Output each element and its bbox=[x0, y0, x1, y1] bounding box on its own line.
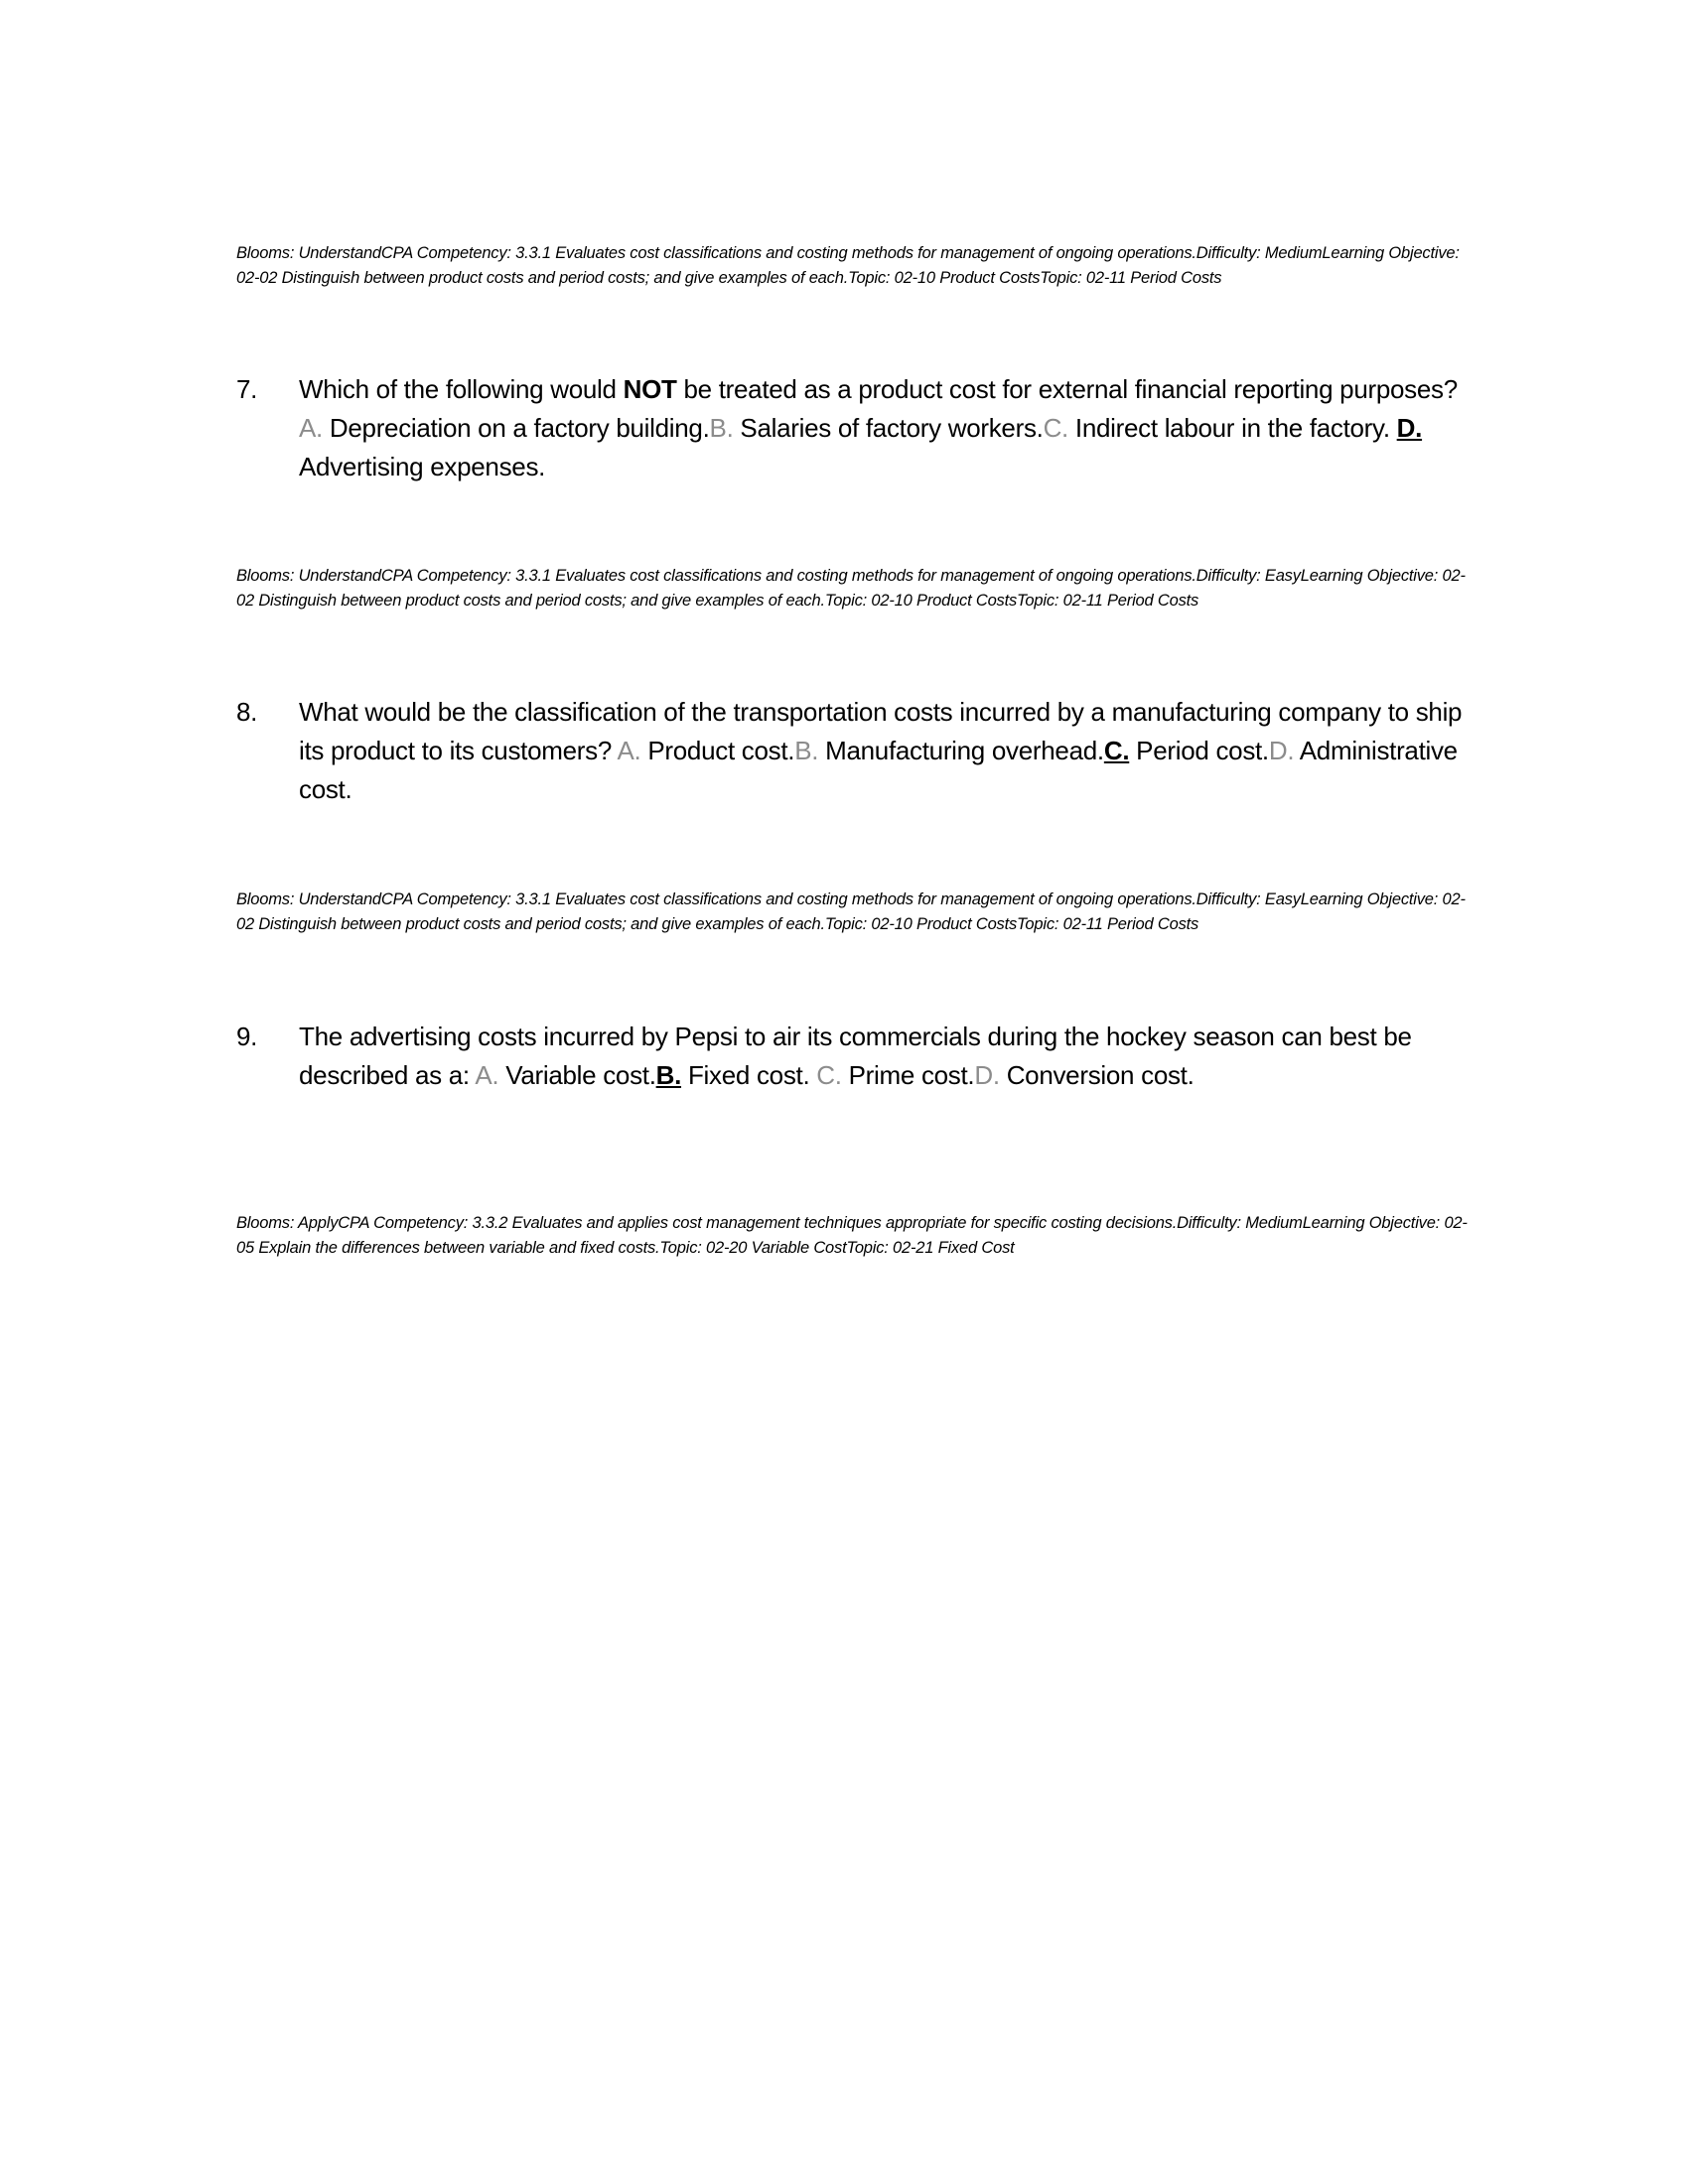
question-text bbox=[299, 1018, 1468, 1095]
stem: be treated as a product cost for external financial reporting purposes? bbox=[676, 374, 1458, 404]
option-label-c-correct: C. bbox=[1103, 736, 1130, 765]
option-text-d: Advertising expenses. bbox=[299, 452, 546, 481]
option-text-a: Depreciation on a factory building. bbox=[322, 413, 710, 443]
question-number: 8. bbox=[236, 697, 258, 727]
option-text-a: Product cost. bbox=[640, 736, 795, 765]
question-text bbox=[299, 693, 1468, 809]
option-label-b: B. bbox=[794, 736, 819, 765]
option-label-d: D. bbox=[974, 1060, 1000, 1090]
question-7 bbox=[236, 370, 1468, 486]
question-metadata-6: Blooms: UnderstandCPA Competency: 3.3.1 Evaluates cost classifications and costing methods for management of ongoing operations.Difficulty: MediumLearning Objective: 02-02 Distinguish between product costs and period costs; and give examples of each.Topic: 02-10 Product CostsTopic: 02-11 Period Costs bbox=[236, 244, 1460, 287]
option-label-d-correct: D. bbox=[1396, 413, 1423, 443]
option-text-d: Conversion cost. bbox=[999, 1060, 1195, 1090]
stem: The advertising costs incurred by Pepsi to air its commercials during the hockey season can best be described as a: bbox=[299, 1022, 1412, 1090]
question-number: 7. bbox=[236, 374, 258, 404]
stem: Which of the following would bbox=[299, 374, 624, 404]
option-label-a: A. bbox=[299, 413, 323, 443]
option-text-b: Salaries of factory workers. bbox=[733, 413, 1044, 443]
option-text-d: Administrative cost. bbox=[299, 736, 1458, 804]
option-text-c: Prime cost. bbox=[841, 1060, 975, 1090]
option-label-d: D. bbox=[1268, 736, 1295, 765]
question-metadata-7: Blooms: UnderstandCPA Competency: 3.3.1 Evaluates cost classifications and costing methods for management of ongoing operations.Difficulty: EasyLearning Objective: 02-02 Distinguish between product costs and period costs; and give examples of each.Topic: 02-10 Product CostsTopic: 02-11 Period Costs bbox=[236, 567, 1466, 610]
option-text-c: Period cost. bbox=[1129, 736, 1269, 765]
question-metadata-9: Blooms: ApplyCPA Competency: 3.3.2 Evaluates and applies cost management techniques appropriate for specific costing decisions.Difficulty: MediumLearning Objective: 02-05 Explain the differences between variable and fixed costs.Topic: 02-20 Variable CostTopic: 02-21 Fixed Cost bbox=[236, 1214, 1468, 1257]
option-text-c: Indirect labour in the factory. bbox=[1067, 413, 1397, 443]
option-text-a: Variable cost. bbox=[498, 1060, 656, 1090]
question-metadata-8: Blooms: UnderstandCPA Competency: 3.3.1 Evaluates cost classifications and costing methods for management of ongoing operations.Difficulty: EasyLearning Objective: 02-02 Distinguish between product costs and period costs; and give examples of each.Topic: 02-10 Product CostsTopic: 02-11 Period Costs bbox=[236, 890, 1466, 933]
stem-emphasis: NOT bbox=[623, 374, 677, 404]
option-label-c: C. bbox=[1043, 413, 1068, 443]
option-text-b: Fixed cost. bbox=[681, 1060, 817, 1090]
option-label-b: B. bbox=[709, 413, 734, 443]
option-label-a: A. bbox=[617, 736, 641, 765]
question-8 bbox=[236, 693, 1468, 809]
option-label-b-correct: B. bbox=[655, 1060, 682, 1090]
question-9 bbox=[236, 1018, 1468, 1095]
option-label-a: A. bbox=[475, 1060, 499, 1090]
option-label-c: C. bbox=[816, 1060, 842, 1090]
option-text-b: Manufacturing overhead. bbox=[818, 736, 1104, 765]
stem: What would be the classification of the transportation costs incurred by a manufacturing company to ship its product to its customers? bbox=[299, 697, 1463, 765]
question-text bbox=[299, 370, 1468, 486]
question-number: 9. bbox=[236, 1022, 258, 1051]
